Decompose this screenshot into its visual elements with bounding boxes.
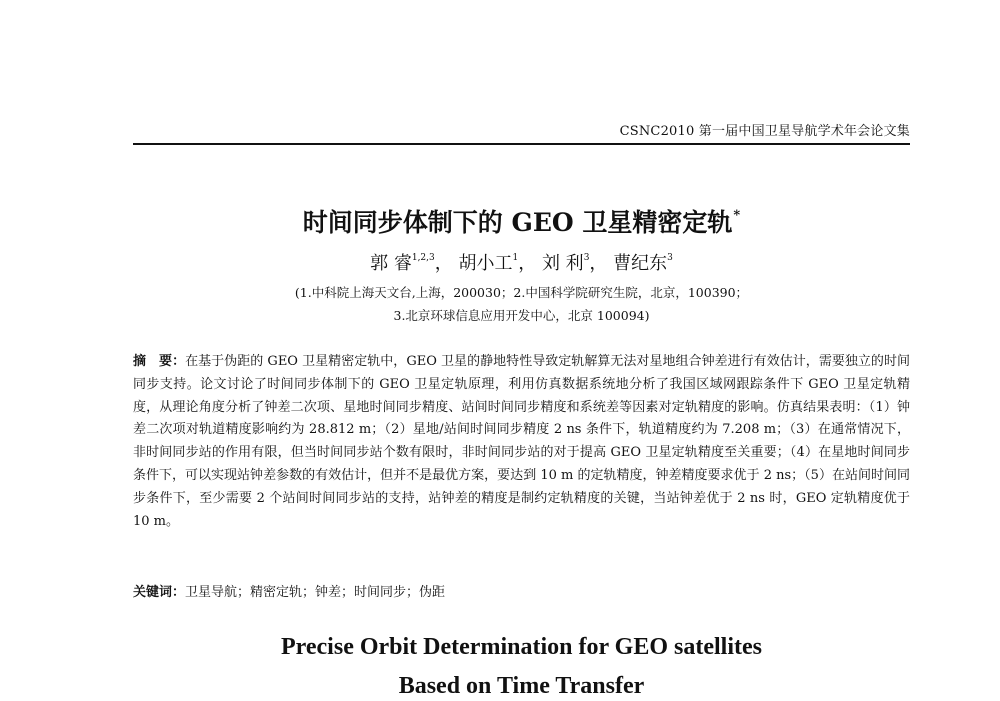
- abstract-paragraph: [133, 351, 910, 533]
- author-affil-mark: 1: [512, 253, 519, 263]
- paper-title: [133, 200, 910, 239]
- title-footnote-mark: *: [733, 208, 741, 223]
- author-name: 曹纪东: [613, 253, 668, 274]
- author-separator: ，: [518, 253, 537, 274]
- keywords-label: 关键词：: [133, 585, 186, 600]
- abstract: [133, 351, 910, 533]
- author-affil-mark: 1,2,3: [411, 253, 435, 263]
- author-name: 郭 睿: [370, 253, 412, 274]
- english-title-line-2: Based on Time Transfer: [398, 673, 645, 699]
- author-name: 胡小工: [458, 253, 513, 274]
- author-list: [133, 246, 910, 276]
- affiliation-line-1: (1.中科院上海天文台,上海，200030；2.中国科学院研究生院，北京，100390；: [294, 285, 749, 300]
- affiliation-line-2: 3.北京环球信息应用开发中心，北京 100094): [393, 308, 650, 323]
- author-name: 刘 利: [541, 253, 584, 274]
- author-affil-mark: 3: [667, 253, 673, 263]
- running-header: CSNC2010 第一届中国卫星导航学术年会论文集: [619, 124, 910, 139]
- author-separator: ，: [434, 253, 453, 274]
- abstract-text: 在基于伪距的 GEO 卫星精密定轨中，GEO 卫星的静地特性导致定轨解算无法对星地组合钟差进行有效估计，需要独立的时间同步支持。论文讨论了时间同步体制下的 GEO 卫星定轨原理，利用仿真数据系统地分析了我国区域网跟踪条件下 GEO 卫星定轨精度，从理论角度分析了钟差二次项、星地时间同步精度、站间时间同步精度和系统差等因素对定轨精度的影响。仿真结果表明：（1）钟差二次项对轨道精度影响约为 28.812 m；（2）星地/站间时间同步精度 2 ns 条件下，轨道精度约为 7.208 m；（3）在通常情况下，非时间同步站的作用有限，但当时间同步站个数有限时，非时间同步站的对于提高 GEO 卫星定轨精度至关重要；（4）在星地时间同步条件下，可以实现站钟差参数的有效估计，但并不是最优方案，要达到 10 m 的定轨精度，钟差精度要求优于 2 ns；（5）在站间时间同步条件下，至少需要 2 个站间时间同步站的支持，站钟差的精度是制约定轨精度的关键，当站钟差优于 2 ns 时，GEO 定轨精度优于 10 m。: [133, 354, 910, 529]
- keywords-text: 卫星导航；精密定轨；钟差；时间同步；伪距: [185, 585, 446, 600]
- keywords: [133, 583, 910, 603]
- author-separator: ，: [589, 253, 608, 274]
- english-title-line-1: Precise Orbit Determination for GEO satellites: [281, 634, 762, 660]
- author-affil-mark: 3: [583, 253, 590, 263]
- abstract-label: 摘 要：: [133, 354, 186, 369]
- header-rule: [133, 143, 910, 145]
- paper-title-text: 时间同步体制下的 GEO 卫星精密定轨: [302, 208, 733, 237]
